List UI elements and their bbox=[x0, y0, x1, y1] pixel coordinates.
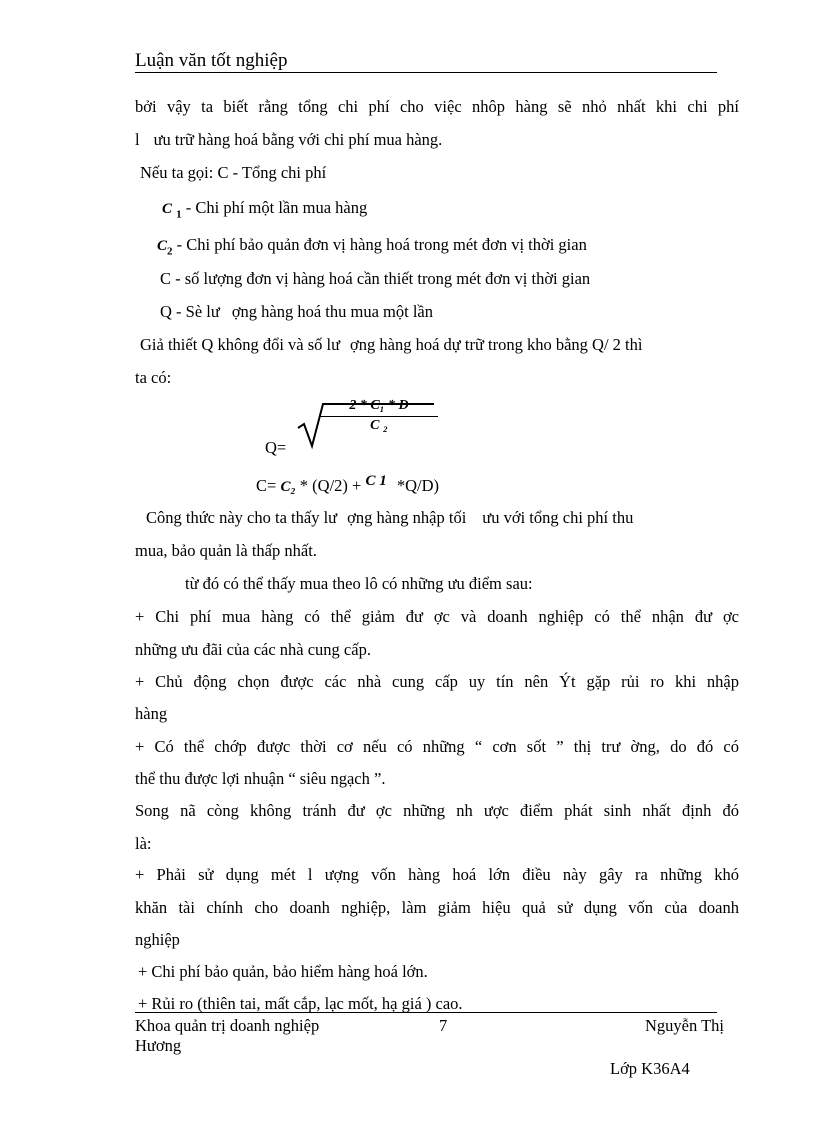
formula-q-fraction bbox=[320, 398, 438, 434]
assumption-line bbox=[140, 335, 642, 355]
disadvantage-intro-cont: là: bbox=[135, 834, 152, 853]
footer-class: Lớp K36A4 bbox=[610, 1059, 690, 1078]
disadvantage-intro: Song nã còng không tránh đư ợc những nh ược điểm phát sinh nhất định đó bbox=[135, 801, 739, 820]
paragraph-line bbox=[146, 508, 739, 528]
formula-c-tail: *Q/D) bbox=[396, 476, 440, 495]
advantage-item: + Chủ động chọn được các nhà cung cấp uy tín nên Ýt gặp rủi ro khi nhập bbox=[135, 672, 739, 691]
text-fragment: ưu với tổng chi phí thu bbox=[482, 508, 634, 527]
advantage-item: + Chi phí mua hàng có thể giảm đư ợc và doanh nghiệp có thể nhận đư ợc bbox=[135, 607, 739, 626]
text-fragment: Công thức này cho ta thấy lư bbox=[146, 508, 338, 527]
text-fragment: Q - Sè lư bbox=[160, 302, 220, 321]
advantage-item-cont: những ưu đãi của các nhà cung cấp. bbox=[135, 640, 371, 659]
text-fragment: Giả thiết Q không đổi và số lư bbox=[140, 335, 341, 354]
advantage-item-cont: hàng bbox=[135, 704, 168, 723]
text-fragment: ợng hàng hoá thu mua một lần bbox=[231, 302, 434, 321]
formula-c bbox=[256, 473, 440, 496]
footer-divider bbox=[135, 1012, 717, 1013]
footer-author-last: Hương bbox=[135, 1036, 182, 1055]
definition-c: C - số lượng đơn vị hàng hoá cần thiết trong mét đơn vị thời gian bbox=[160, 269, 591, 288]
c1-subscript: 1 bbox=[176, 208, 182, 221]
advantage-item-cont: thể thu được lợi nhuận “ siêu ngạch ”. bbox=[135, 769, 386, 788]
text-fragment: l bbox=[135, 130, 140, 149]
formula-q-label: Q= bbox=[265, 438, 287, 457]
assumption-line-2: ta có: bbox=[135, 368, 172, 387]
disadvantage-item: + Chi phí bảo quản, bảo hiểm hàng hoá lớn. bbox=[138, 962, 428, 981]
c2-subscript: 2 bbox=[167, 245, 173, 258]
formula-denominator: C ₂ bbox=[370, 418, 388, 433]
disadvantage-item-cont: khăn tài chính cho doanh nghiệp, làm giảm hiệu quả sử dụng vốn của doanh bbox=[135, 898, 739, 917]
advantage-item: + Có thể chớp được thời cơ nếu có những “ cơn sốt ” thị trư ờng, do đó có bbox=[135, 737, 739, 756]
paragraph-line bbox=[135, 130, 442, 150]
page-header-title: Luận văn tốt nghiệp bbox=[135, 50, 288, 71]
footer-faculty: Khoa quản trị doanh nghiệp bbox=[135, 1016, 320, 1035]
footer-page-number: 7 bbox=[439, 1016, 448, 1035]
definition-intro: Nếu ta gọi: C - Tổng chi phí bbox=[140, 163, 327, 182]
text-fragment: ưu trữ hàng hoá bằng với chi phí mua hàng. bbox=[153, 130, 443, 149]
header-divider bbox=[135, 72, 717, 73]
disadvantage-item: + Rủi ro (thiên tai, mất cắp, lạc mốt, hạ giá ) cao. bbox=[138, 994, 463, 1013]
text-fragment: ợng hàng hoá dự trữ trong kho bằng Q/ 2 thì bbox=[350, 335, 643, 354]
disadvantage-item: + Phải sử dụng mét l ượng vốn hàng hoá lớn điều này gây ra những khó bbox=[135, 865, 739, 884]
paragraph-line: bởi vậy ta biết rằng tổng chi phí cho việc nhôp hàng sẽ nhỏ nhất khi chi phí bbox=[135, 97, 739, 116]
definition-c1 bbox=[162, 198, 367, 220]
c2-description: - Chi phí bảo quản đơn vị hàng hoá trong mét đơn vị thời gian bbox=[176, 235, 587, 254]
formula-c-mid: * (Q/2) + bbox=[299, 476, 362, 495]
formula-c2: C₂ bbox=[280, 479, 296, 495]
c1-symbol: C bbox=[162, 201, 173, 217]
formula-numerator: 2 * C₁ * D bbox=[320, 398, 438, 417]
footer-author-first: Nguyễn Thị bbox=[645, 1016, 724, 1035]
paragraph-line: mua, bảo quản là thấp nhất. bbox=[135, 541, 317, 560]
advantages-intro: từ đó có thể thấy mua theo lô có những ưu điểm sau: bbox=[185, 574, 533, 593]
c2-symbol: C bbox=[157, 238, 168, 254]
text-fragment: ợng hàng nhập tối bbox=[347, 508, 467, 527]
definition-q bbox=[160, 302, 433, 322]
c1-description: - Chi phí một lần mua hàng bbox=[185, 198, 368, 217]
definition-c2 bbox=[157, 235, 587, 257]
disadvantage-item-cont: nghiệp bbox=[135, 930, 180, 949]
formula-c1: C 1 bbox=[365, 473, 387, 489]
formula-c-prefix: C= bbox=[256, 476, 277, 495]
